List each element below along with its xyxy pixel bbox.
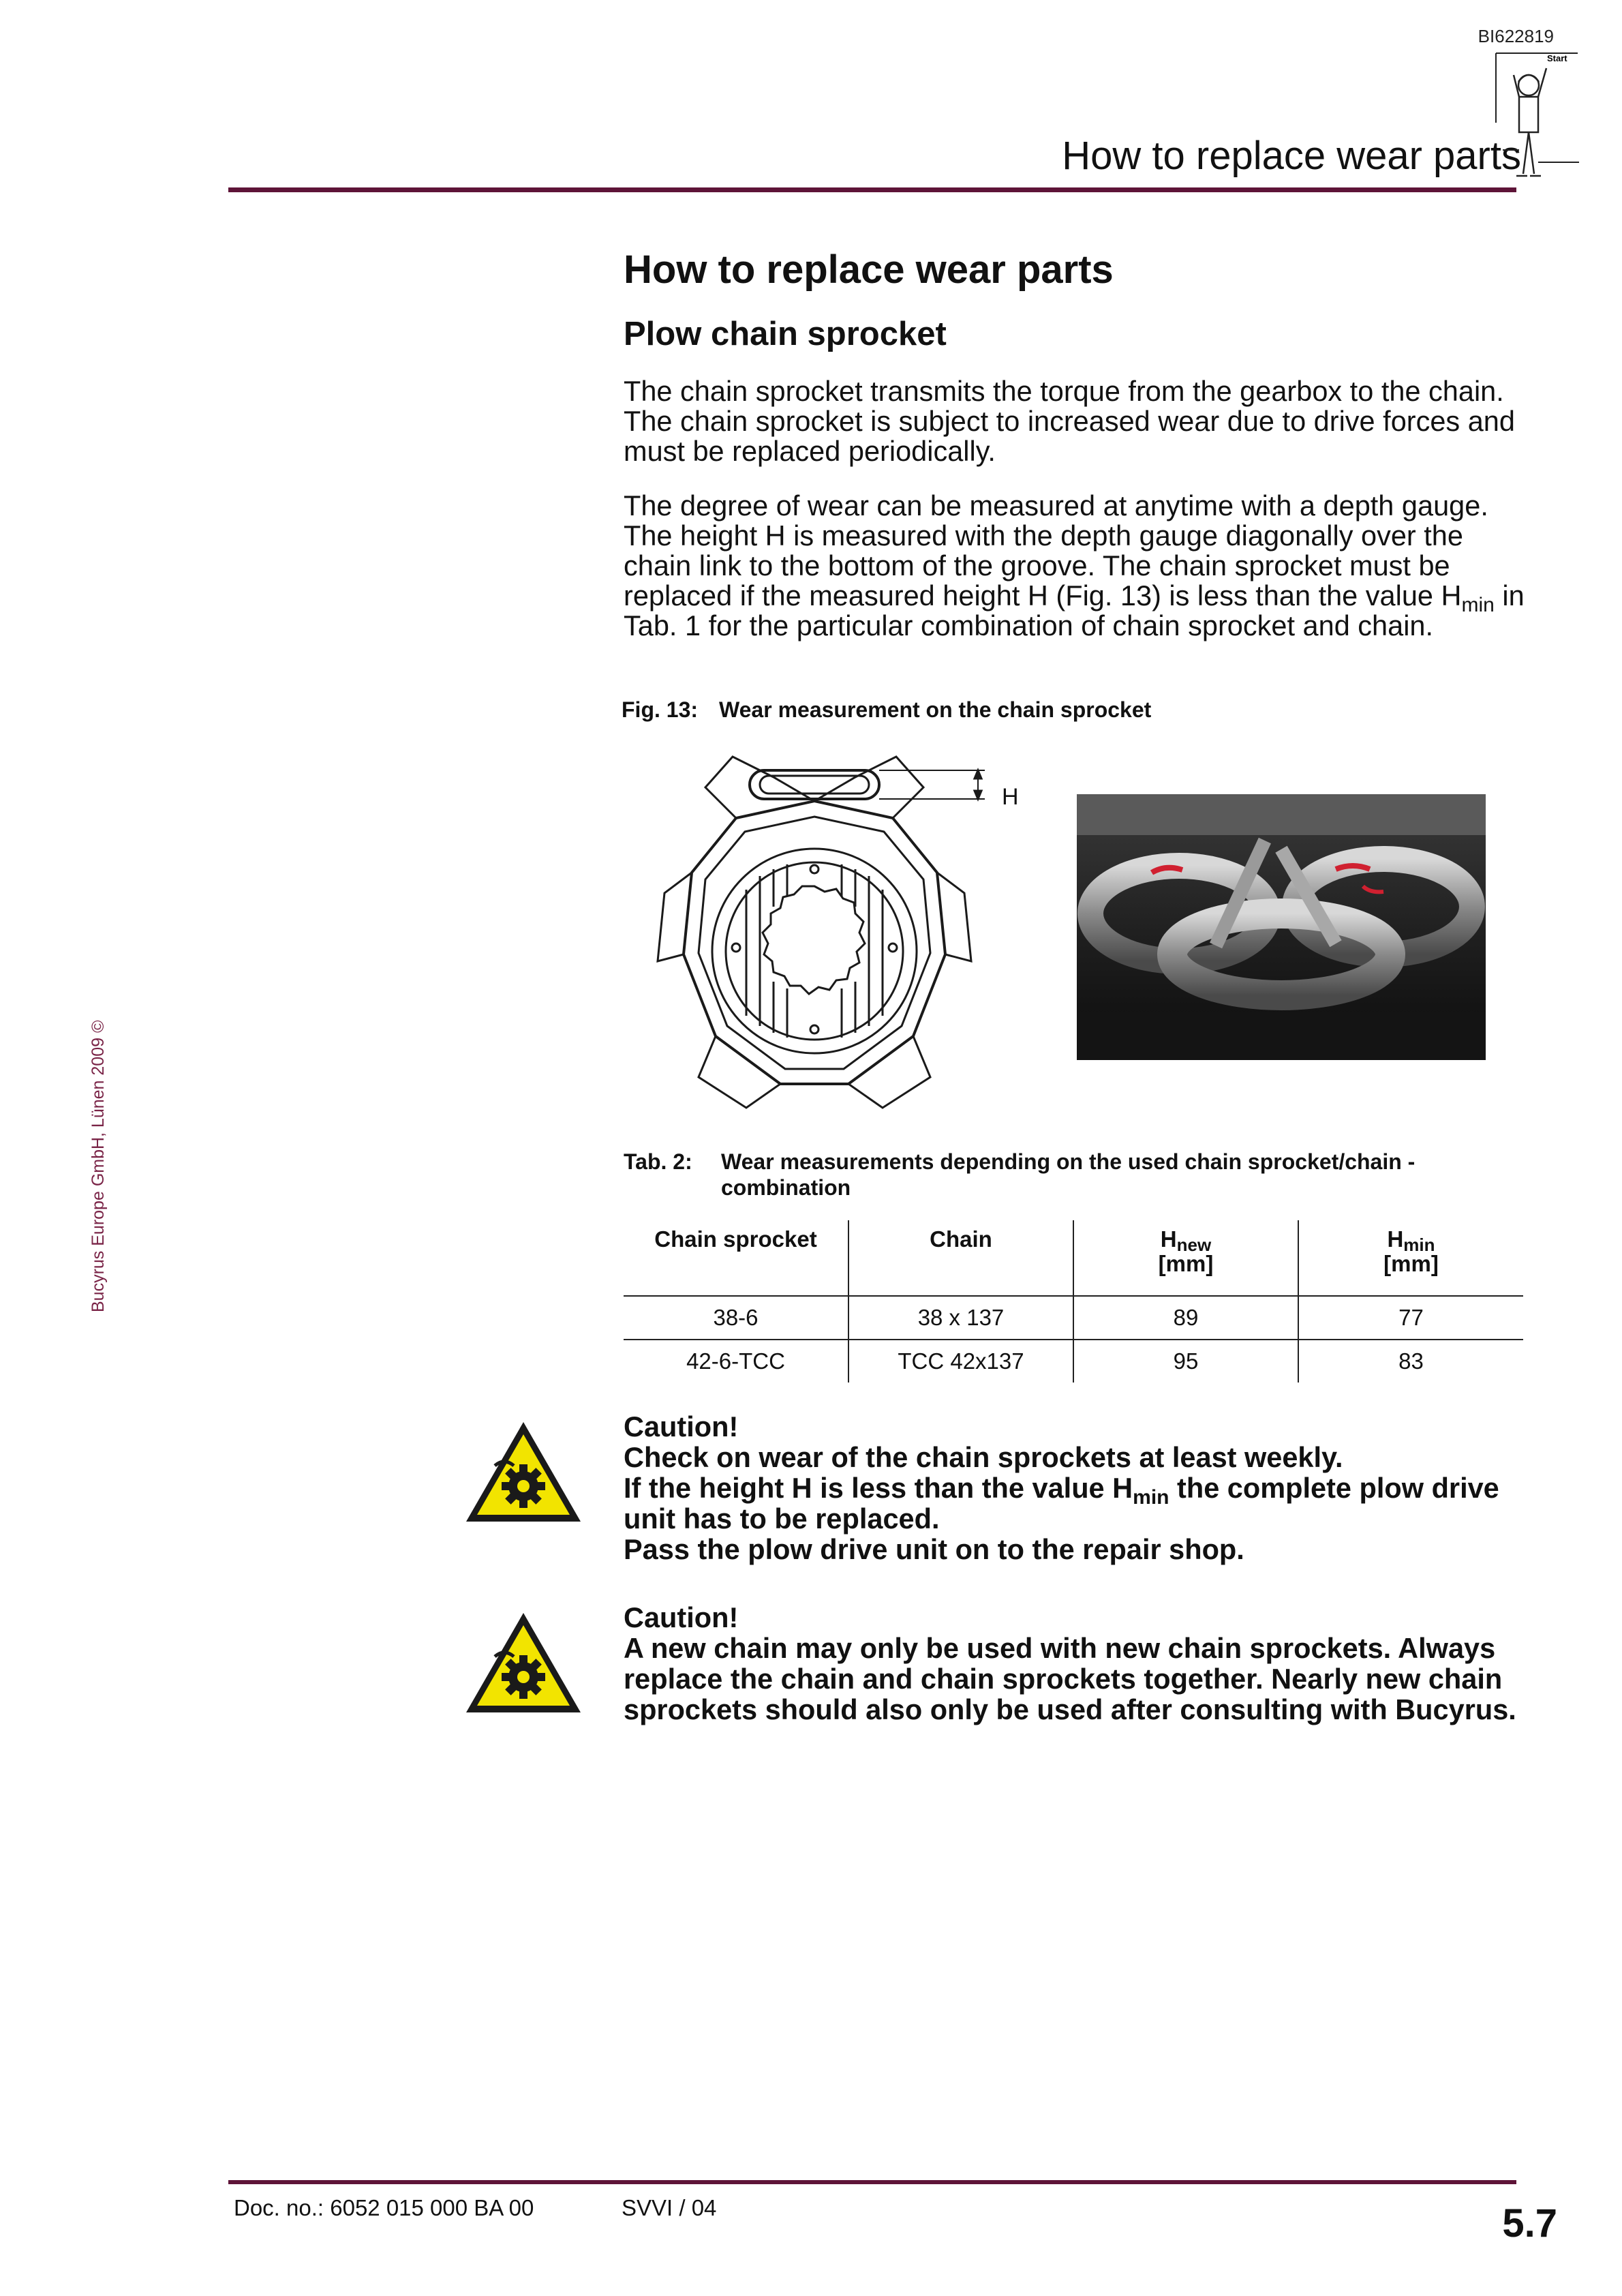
table-header-row [624,1220,1523,1296]
cell-h-min: 83 [1298,1340,1523,1383]
header-chain: Chain [848,1220,1073,1296]
cell-h-min: 77 [1298,1296,1523,1340]
gear-hazard-warning-icon [462,1418,585,1527]
table-row [624,1340,1523,1383]
caution-heading: Caution! [624,1601,739,1633]
header-chain-sprocket: Chain sprocket [654,1226,817,1252]
cell-sprocket: 42-6-TCC [686,1348,785,1374]
table-caption-text: Wear measurements depending on the used chain sprocket/chain - combination [721,1149,1416,1200]
table-caption [624,1149,1523,1200]
header-h-min: $H_{min}$ [mm] [1298,1220,1523,1296]
header-h-new: $H_{new}$ [mm] [1073,1220,1298,1296]
caution-line: If the height H is less than the value $H_{min}$ the complete plow drive unit has to be replaced. [624,1472,1499,1535]
measurement-paragraph: The degree of wear can be measured at anytime with a depth gauge. The height H is measured with the depth gauge diagonally over the chain link to the bottom of the groove. The chain sprocket must be replaced if the measured height H (Fig. 13) is less than the value $H_{min}$ in Tab. 1 for the particular combination of chain sprocket and chain. [624,489,1525,641]
footer-rule [228,2180,1516,2184]
page-number: 5.7 [1502,2201,1557,2246]
start-label: Start [1547,53,1567,63]
footer-revision: SVVI / 04 [622,2195,717,2220]
caution-text: A new chain may only be used with new chain sprockets. Always replace the chain and chain sprockets together. Nearly new chain sprockets should also only be used after consulting with Bucyrus. [624,1632,1516,1725]
caution-block-new-chain [624,1602,1530,1725]
gear-hazard-warning-icon [462,1609,585,1718]
cell-h-new: 89 [1073,1296,1298,1340]
document-id: BI622819 [1478,26,1554,46]
figure-caption [622,697,1151,723]
sprocket-diagram [617,736,1012,1118]
caution-heading: Caution! [624,1410,739,1442]
table-row [624,1296,1523,1340]
footer-doc-number: Doc. no.: 6052 015 000 BA 00 [234,2195,534,2220]
intro-paragraph: The chain sprocket transmits the torque from the gearbox to the chain. The chain sprocket is subject to increased wear due to drive forces and must be replaced periodically. [624,375,1515,467]
chain-wear-photo [1077,794,1486,1060]
start-worker-icon [1489,48,1581,184]
cell-chain: TCC 42x137 [848,1340,1073,1383]
caution-block-weekly-check [624,1411,1530,1565]
dimension-h-label: H [1002,784,1019,810]
wear-measurement-table [624,1220,1523,1383]
table-label: Tab. 2: [624,1149,692,1174]
caution-line: Pass the plow drive unit on to the repair shop. [624,1533,1244,1565]
figure-caption-text: Wear measurement on the chain sprocket [719,697,1152,722]
cell-sprocket: 38-6 [713,1305,759,1330]
caution-line: Check on wear of the chain sprockets at least weekly. [624,1441,1343,1473]
cell-h-new: 95 [1073,1340,1298,1383]
side-copyright: Bucyrus Europe GmbH, Lünen 2009 © [89,1020,108,1312]
header-rule [228,187,1516,192]
cell-chain: 38 x 137 [848,1296,1073,1340]
page-title: How to replace wear parts [624,247,1114,292]
section-subtitle: Plow chain sprocket [624,316,947,352]
running-header-title: How to replace wear parts [1062,134,1521,178]
figure-label: Fig. 13: [622,697,699,722]
